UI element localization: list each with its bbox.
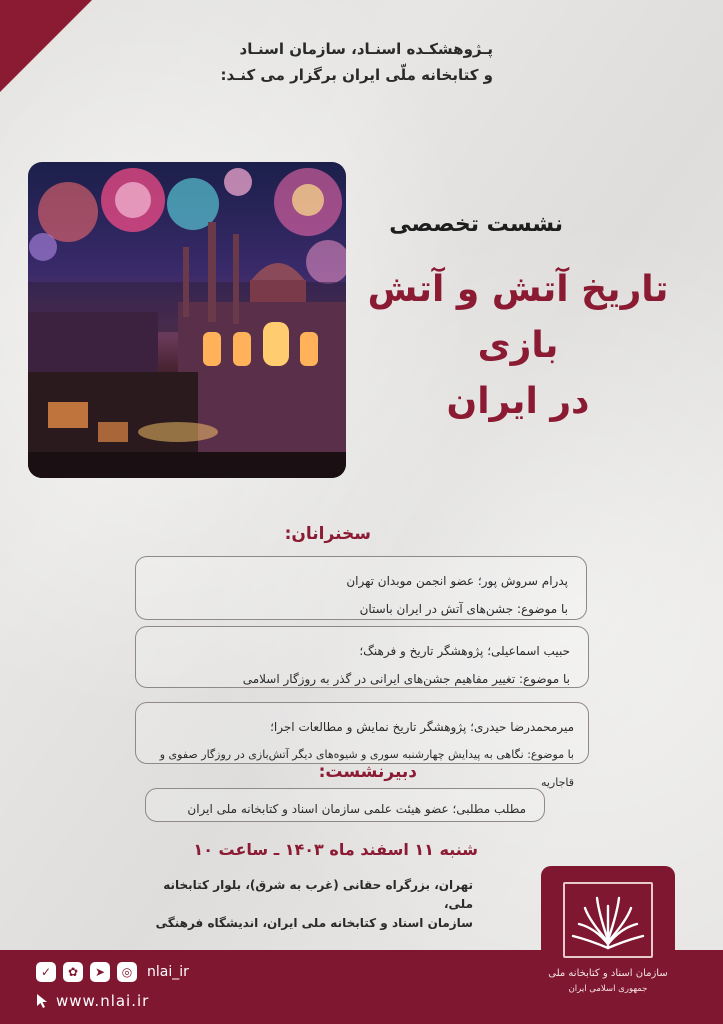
instagram-icon[interactable]: ◎: [117, 962, 137, 982]
speaker-1-name: پدرام سروش پور؛ عضو انجمن موبدان تهران: [346, 574, 568, 588]
organizer-text: [193, 36, 493, 88]
session-title: [353, 262, 683, 430]
website-link[interactable]: [36, 992, 149, 1010]
logo-frame: [563, 882, 653, 958]
logo-caption: [541, 966, 675, 996]
nlai-logo: [541, 866, 675, 1024]
speaker-1-topic: با موضوع: جشن‌های آتش در ایران باستان: [359, 602, 568, 616]
organizer-line-1: پـژوهشکـده اسنـاد، سازمان اسنـاد: [239, 40, 493, 58]
session-title-line-2: در ایران: [446, 381, 590, 422]
address-line-1: تهران، بزرگراه حقانی (غرب به شرق)، بلوار کتابخانه ملی،: [163, 878, 473, 911]
telegram-icon[interactable]: ➤: [90, 962, 110, 982]
session-label: نشست تخصصی: [389, 212, 563, 237]
rubika-icon[interactable]: ✓: [36, 962, 56, 982]
social-links: [36, 962, 189, 982]
date-time: شنبه ۱۱ اسفند ماه ۱۴۰۳ ـ ساعت ۱۰: [193, 840, 478, 859]
speaker-3-name: میرمحمدرضا حیدری؛ پژوهشگر تاریخ نمایش و مطالعات اجرا؛: [270, 720, 574, 734]
speaker-card-1: [135, 556, 587, 620]
speaker-2-name: حبیب اسماعیلی؛ پژوهشگر تاریخ و فرهنگ؛: [359, 644, 570, 658]
speaker-2-topic: با موضوع: تغییر مفاهیم جشن‌های ایرانی در گذر به روزگار اسلامی: [242, 672, 570, 686]
aparat-icon[interactable]: ✿: [63, 962, 83, 982]
secretary-heading: دبیرنشست:: [318, 762, 417, 782]
website-url[interactable]: www.nlai.ir: [56, 992, 150, 1010]
corner-decoration: [0, 0, 92, 92]
logo-org-name: سازمان اسناد و کتابخانه ملی: [548, 968, 668, 979]
hero-image: [28, 162, 346, 478]
logo-flower-icon: [565, 884, 651, 956]
secretary-name: مطلب مطلبی؛ عضو هیئت علمی سازمان اسناد و کتابخانه ملی ایران: [187, 802, 526, 816]
speakers-heading: سخنرانان:: [284, 524, 371, 544]
secretary-card: [145, 788, 545, 822]
social-handle[interactable]: nlai_ir: [147, 964, 189, 980]
organizer-line-2: و کتابخانه ملّی ایران برگزار می کنـد:: [220, 66, 493, 84]
cursor-icon: [36, 993, 50, 1009]
address-line-2: سازمان اسناد و کتابخانه ملی ایران، اندیشگاه فرهنگی: [155, 916, 473, 930]
session-title-line-1: تاریخ آتش و آتش بازی: [367, 269, 669, 366]
illustration-palace-fireworks: [28, 162, 346, 478]
logo-org-sub: جمهوری اسلامی ایران: [568, 984, 648, 994]
speaker-card-2: [135, 626, 589, 688]
speaker-3-topic: با موضوع: نگاهی به پیدایش چهارشنبه سوری و شیوه‌های دیگر آتش‌بازی در روزگار صفوی و قاجاریه: [159, 748, 574, 789]
address: [133, 876, 473, 933]
